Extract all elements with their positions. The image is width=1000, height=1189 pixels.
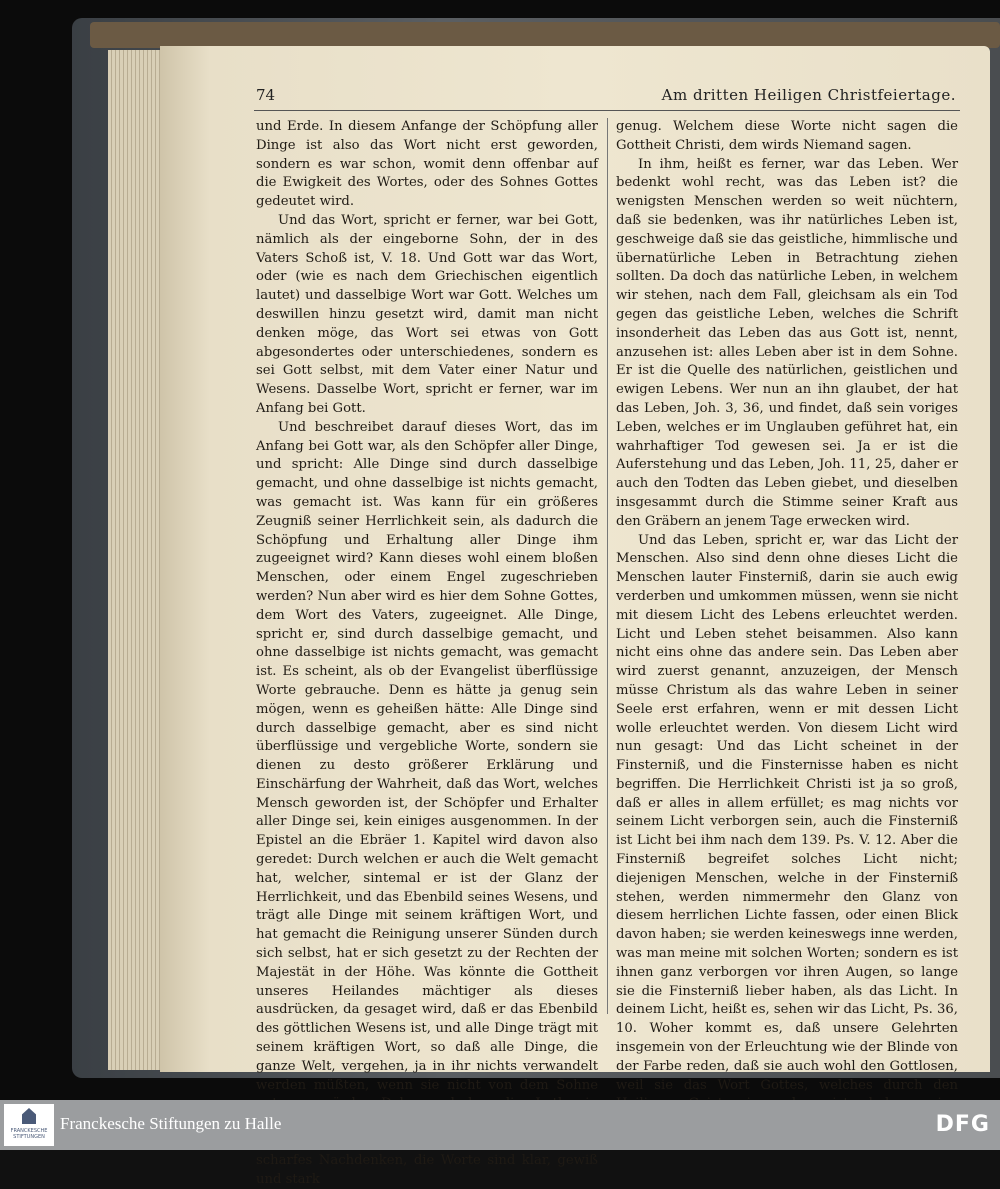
paragraph: genug. Welchem diese Worte nicht sagen die Gottheit Christi, dem wirds Niemand sagen. [616,119,958,153]
dfg-logo[interactable]: DFG [935,1112,990,1137]
institution-logo[interactable] [4,1104,54,1146]
left-column [256,118,598,1189]
viewer-footer-bar [0,1100,1000,1150]
paragraph: Und das Wort, spricht er ferner, war bei Gott, nämlich als der eingeborne Sohn, der in des Vaters Schoß ist, V. 18. Und Gott war das Wort, oder (wie es nach dem Griechischen eigentlich lautet) und dasselbige Wort war Gott. Welches um deswillen hinzu gesetzt wird, damit man nicht denken möge, das Wort sei etwas von Gott abgesondertes oder unterschiedenes, sondern es sei Gott selbst, mit dem Vater einer Natur und Wesens. Dasselbe Wort, spricht er ferner, war im Anfang bei Gott. [256,212,598,416]
building-icon [22,1108,36,1124]
page-number: 74 [256,86,276,104]
paragraph: und Erde. In diesem Anfange der Schöpfung aller Dinge ist also das Wort nicht erst geworden, sondern es war schon, womit denn offenbar auf die Ewigkeit des Wortes, oder des Sohnes Gottes gedeutet wird. [256,119,598,210]
page-edges [108,50,168,1070]
logo-text: FRANCKESCHE STIFTUNGEN [10,1128,48,1140]
running-head: Am dritten Heiligen Christfeiertage. [661,86,956,104]
header-rule [254,110,960,111]
page-header [256,86,956,110]
institution-name[interactable]: Franckesche Stiftungen zu Halle [60,1114,282,1133]
right-column [616,118,958,1152]
paragraph: Und beschreibet darauf dieses Wort, das im Anfang bei Gott war, als den Schöpfer aller Dinge, und spricht: Alle Dinge sind durch dasselbige gemacht, und ohne dasselbige ist nichts gemacht, was gemacht ist. Was kann für ein größeres Zeugniß seiner Herrlichkeit sein, als dadurch die Schöpfung und Erhaltung aller Dinge ihm zugeeignet wird? Kann dieses wohl einem bloßen Menschen, oder einem Engel zugeschrieben werden? Nun aber wird es hier dem Sohne Gottes, dem Wort des Vaters, zugeeignet. Alle Dinge, spricht er, sind durch dasselbige gemacht, und ohne dasselbige ist nichts gemacht, was gemacht ist. Es scheint, als ob der Evangelist überflüssige Worte gebrauche. Denn es hätte ja genug sein mögen, wenn es geheißen hätte: Alle Dinge sind durch dasselbige gemacht, aber es sind nicht überflüssige und vergebliche Worte, sondern sie dienen zu desto größerer Erklärung und Einschärfung der Wahrheit, daß das Wort, welches Mensch geworden ist, der Schöpfer und Erhalter aller Dinge sei, kein einiges ausgenommen. In der Epistel an die Ebräer 1. Kapitel wird davon also geredet: Durch welchen er auch die Welt gemacht hat, welcher, sintemal er ist der Glanz der Herrlichkeit, und das Ebenbild seines Wesens, und trägt alle Dinge mit seinem kräftigen Wort, und hat gemacht die Reinigung unserer Sünden durch sich selbst, hat er sich gesetzt zu der Rechten der Majestät in der Höhe. Was könnte die Gottheit unseres Heilandes mächtiger als dieses ausdrücken, da gesaget wird, daß er das Ebenbild des göttlichen Wesens ist, und alle Dinge trägt mit seinem kräftigen Wort, so daß alle Dinge, die ganze Welt, vergehen, ja in ihr nichts verwandelt werden müßten, wenn sie nicht von dem Sohne scharfes Nachdenken, die Worte sind klar, gewiß und stark [256,419,598,1187]
paragraph: Und das Leben, spricht er, war das Licht der Menschen. Also sind denn ohne dieses Licht die Menschen lauter Finsterniß, darin sie auch ewig verderben und umkommen müssen, wenn sie nicht mit diesem Licht des Lebens erleuchtet werden. Licht und Leben stehet beisammen. Also kann nicht eins ohne das andere sein. Das Leben aber wird zuerst genannt, anzuzeigen, der Mensch müsse Christum als das wahre Leben in seiner Seele erst erfahren, wenn er mit dessen Licht wolle erleuchtet werden. Von diesem Licht wird nun gesagt: Und das Licht scheinet in der Finsterniß, und die Finsternisse haben es nicht begriffen. Die Herrlichkeit Christi ist ja so groß, daß er alles in allem erfüllet; es mag nichts vor seinem Licht verborgen sein, auch die Finsterniß ist Licht bei ihm nach dem 139. Ps. V. 12. Aber die Finsterniß begreifet solches Licht nicht; diejenigen Menschen, welche in der Finsterniß stehen, werden nimmermehr den Glanz von diesem herrlichen Lichte fassen, oder einen Blick davon haben; sie werden keineswegs inne werden, was man meine mit solchen Worten; sondern es ist ihnen ganz verborgen vor ihren Augen, so lange sie die Finsterniß lieber haben, als das Licht. In deinem Licht, heißt es, sehen wir das Licht, Ps. 36, 10. Woher kommt es, daß unsere Gelehrten insgemein von der Erleuchtung wie der Blinde von der Farbe reden, daß sie auch wohl den Gottlosen, weil sie das Wort Gottes, welches durch den [616,532,958,1093]
column-divider [607,118,608,1014]
paragraph: In ihm, heißt es ferner, war das Leben. Wer bedenkt wohl recht, was das Leben ist? die wenigsten Menschen werden so weit nüchtern, daß sie bedenken, was ihr natürliches Leben ist, geschweige daß sie das geistliche, himmlische und übernatürliche Leben in Betrachtung ziehen sollten. Da doch das natürliche Leben, in welchem wir stehen, nach dem Fall, gleichsam als ein Tod gegen das geistliche Leben, welches die Schrift insonderheit das Leben das aus Gott ist, nennt, anzusehen ist: alles Leben aber ist in dem Sohne. Er ist die Quelle des natürlichen, geistlichen und ewigen Lebens. Wer nun an ihn glaubet, der hat das Leben, Joh. 3, 36, und findet, daß sein voriges Leben, welches er im Unglauben geführet hat, ein wahrhaftiger Tod gewesen sei. Ja er ist die Auferstehung und das Leben, Joh. 11, 25, daher er auch den Todten das Leben giebet, und dieselben insgesammt durch die Stimme seiner Kraft aus den Gräbern an jenem Tage erwecken wird. [616,156,958,529]
book-cover-top-edge [90,22,1000,48]
